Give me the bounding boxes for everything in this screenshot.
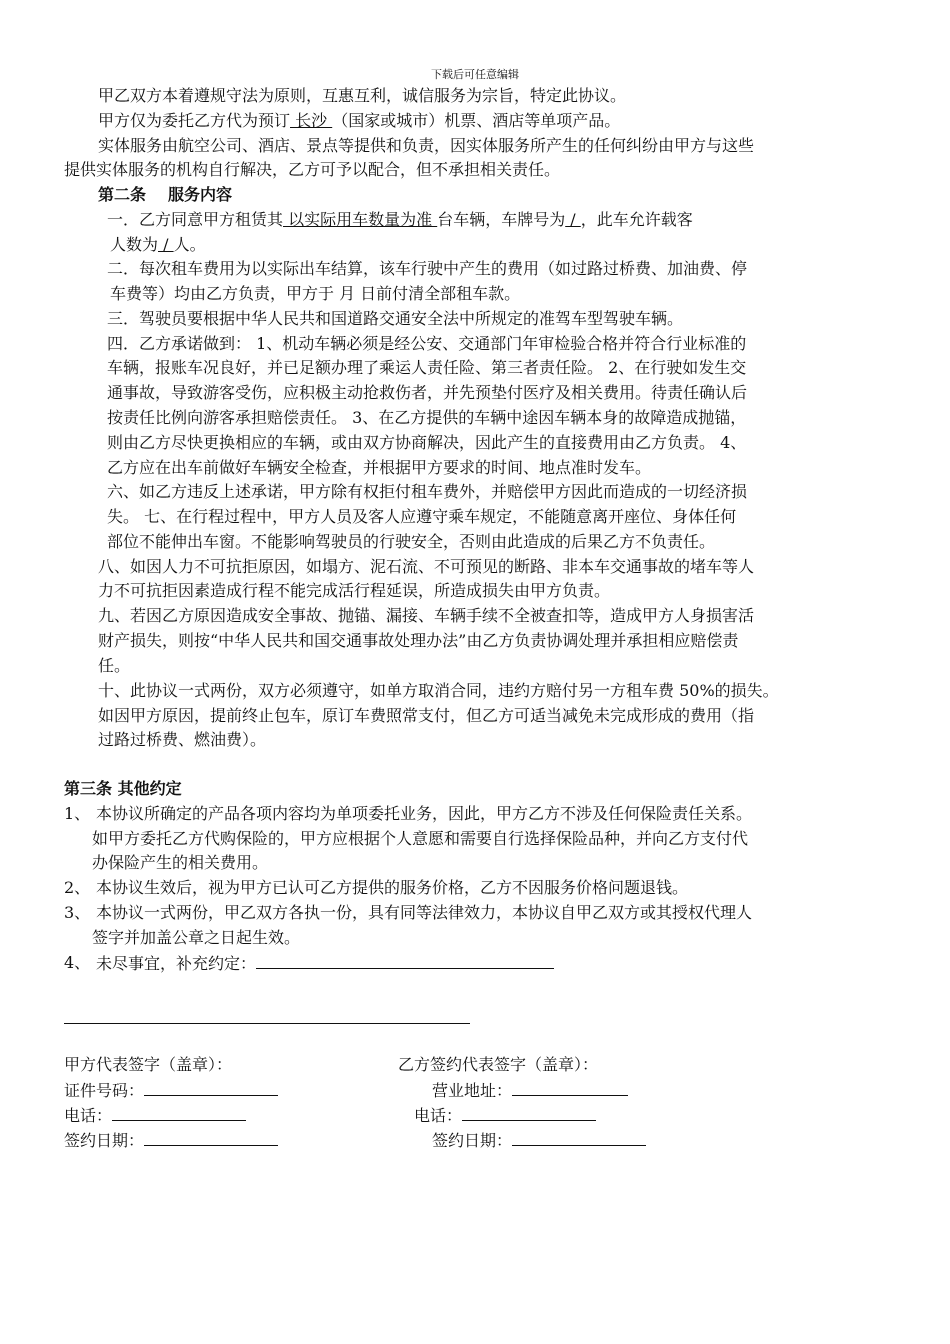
clause-4-line-2: 车辆，报账车况良好，并已足额办理了乘运人责任险、第三者责任险。 2、在行驶如发生交 xyxy=(107,358,747,377)
clause-1-text-h: 人。 xyxy=(173,235,206,254)
destination-city: 长沙 xyxy=(290,111,333,130)
clause-4-line-5: 则由乙方尽快更换相应的车辆，或由双方协商解决，因此产生的直接费用由乙方负责。 4、 xyxy=(107,433,747,452)
clause-2-line-2: 车费等）均由乙方负责，甲方于 月 日前付清全部租车款。 xyxy=(110,284,521,303)
term-1-line-1: 本协议所确定的产品各项内容均为单项委托业务，因此，甲方乙方不涉及任何保险责任关系。 xyxy=(96,804,753,823)
clause-4-line-1: 四．乙方承诺做到： 1、机动车辆必须是经公安、交通部门年审检验合格并符合行业标准的 xyxy=(107,334,747,353)
clause-6-line-2: 失。 七、在行程过程中，甲方人员及客人应遵守乘车规定，不能随意离开座位、身体任何 xyxy=(107,507,737,526)
license-plate: / xyxy=(565,210,581,229)
party-b-address-row xyxy=(432,1079,628,1102)
clause-2-line-1: 二．每次租车费用为以实际出车结算，该车行驶中产生的费用（如过路过桥费、加油费、停 xyxy=(107,259,748,278)
passenger-capacity: / xyxy=(158,235,174,254)
term-4-line-1 xyxy=(96,952,554,975)
article-2-heading: 服务内容 xyxy=(168,185,233,204)
clause-3: 三．驾驶员要根据中华人民共和国道路交通安全法中所规定的准驾车型驾驶车辆。 xyxy=(107,309,684,328)
clause-6-line-3: 部位不能伸出车窗。不能影响驾驶员的行驶安全，否则由此造成的后果乙方不负责任。 xyxy=(107,532,716,551)
term-4-label: 未尽事宜，补充约定： xyxy=(96,954,257,973)
party-a-phone-row xyxy=(64,1104,246,1127)
clause-10-line-1: 十、此协议一式两份，双方必须遵守，如单方取消合同，违约方赔付另一方租车费 50%的损失。 xyxy=(98,681,779,700)
clause-8-line-1: 八、如因人力不可抗拒原因，如塌方、泥石流、不可预见的断路、非本车交通事故的堵车等人 xyxy=(98,557,755,576)
party-b-date-row xyxy=(432,1129,646,1152)
party-b-phone-label: 电话： xyxy=(414,1106,463,1125)
party-b-address-field[interactable] xyxy=(512,1079,628,1096)
intro-paragraph-1: 甲乙双方本着遵规守法为原则，互惠互利，诚信服务为宗旨，特定此协议。 xyxy=(98,86,627,105)
intro-paragraph-3-line-2: 提供实体服务的机构自行解决，乙方可予以配合，但不承担相关责任。 xyxy=(64,160,561,179)
clause-1-text-f: 人数为 xyxy=(110,235,159,254)
party-a-phone-label: 电话： xyxy=(64,1106,113,1125)
intro-paragraph-3-line-1: 实体服务由航空公司、酒店、景点等提供和负责，因实体服务所产生的任何纠纷由甲方与这些 xyxy=(98,136,755,155)
term-2-number: 2、 xyxy=(64,878,91,897)
clause-4-line-3: 通事故，导致游客受伤，应积极主动抢救伤者，并先预垫付医疗及相关费用。待责任确认后 xyxy=(107,383,748,402)
intro-p2-suffix: 机票、酒店等单项产品。 xyxy=(444,111,621,130)
term-3-number: 3、 xyxy=(64,903,91,922)
clause-8-line-2: 力不可抗拒因素造成行程不能完成活行程延误，所造成损失由甲方负责。 xyxy=(98,581,611,600)
party-a-id-row xyxy=(64,1079,278,1102)
term-2-line-1: 本协议生效后，视为甲方已认可乙方提供的服务价格，乙方不因服务价格问题退钱。 xyxy=(96,878,689,897)
supplement-field[interactable] xyxy=(256,952,554,969)
party-b-phone-field[interactable] xyxy=(462,1104,596,1121)
term-3-line-2: 签字并加盖公章之日起生效。 xyxy=(92,928,301,947)
clause-1-text-c: 台车辆，车牌号为 xyxy=(437,210,566,229)
party-a-date-field[interactable] xyxy=(144,1129,278,1146)
vehicle-count: 以实际用车数量为准 xyxy=(283,210,438,229)
article-2-number: 第二条 xyxy=(98,185,147,204)
article-3-title: 第三条 其他约定 xyxy=(64,779,182,798)
term-3-line-1: 本协议一式两份，甲乙双方各执一份，具有同等法律效力，本协议自甲乙双方或其授权代理人 xyxy=(96,903,753,922)
party-b-date-label: 签约日期： xyxy=(432,1131,513,1150)
term-1-line-2: 如甲方委托乙方代购保险的，甲方应根据个人意愿和需要自行选择保险品种，并向乙方支付代 xyxy=(92,829,749,848)
party-b-phone-row xyxy=(414,1104,596,1127)
page-header: 下载后可任意编辑 xyxy=(431,68,519,81)
party-a-id-label: 证件号码： xyxy=(64,1081,145,1100)
term-1-line-3: 办保险产生的相关费用。 xyxy=(92,853,269,872)
intro-p2-prefix: 甲方仅为委托乙方代为预订 xyxy=(98,111,291,130)
article-2-title xyxy=(98,184,232,206)
intro-p2-mid: （国家或城市） xyxy=(332,111,445,130)
clause-10-line-3: 过路过桥费、燃油费）。 xyxy=(98,730,267,749)
clause-1-text-e: ，此车允许载客 xyxy=(580,210,693,229)
party-a-signature-label: 甲方代表签字（盖章）： xyxy=(64,1055,233,1074)
term-4-number: 4、 xyxy=(64,953,91,972)
clause-10-line-2: 如因甲方原因，提前终止包车，原订车费照常支付，但乙方可适当减免未完成形成的费用（指 xyxy=(98,706,755,725)
clause-4-line-4: 按责任比例向游客承担赔偿责任。 3、在乙方提供的车辆中途因车辆本身的故障造成抛锚， xyxy=(107,408,747,427)
party-b-address-label: 营业地址： xyxy=(432,1081,513,1100)
clause-4-line-6: 乙方应在出车前做好车辆安全检查，并根据甲方要求的时间、地点准时发车。 xyxy=(107,458,652,477)
clause-9-line-2: 财产损失，则按“中华人民共和国交通事故处理办法”由乙方负责协调处理并承担相应赔偿责 xyxy=(98,631,739,650)
party-a-date-row xyxy=(64,1129,278,1152)
party-a-date-label: 签约日期： xyxy=(64,1131,145,1150)
clause-6-line-1: 六、如乙方违反上述承诺，甲方除有权拒付租车费外，并赔偿甲方因此而造成的一切经济损 xyxy=(107,482,748,501)
signature-divider xyxy=(64,1023,470,1024)
clause-1-line-1 xyxy=(107,209,693,231)
party-a-phone-field[interactable] xyxy=(112,1104,246,1121)
party-b-date-field[interactable] xyxy=(512,1129,646,1146)
clause-9-line-1: 九、若因乙方原因造成安全事故、抛锚、漏接、车辆手续不全被查扣等，造成甲方人身损害活 xyxy=(98,606,755,625)
party-b-signature-label: 乙方签约代表签字（盖章）： xyxy=(398,1055,599,1074)
intro-paragraph-2 xyxy=(98,110,620,132)
party-a-id-field[interactable] xyxy=(144,1079,278,1096)
clause-1-text-a: 一．乙方同意甲方租赁其 xyxy=(107,210,284,229)
clause-1-line-2 xyxy=(110,234,206,256)
clause-9-line-3: 任。 xyxy=(98,656,131,675)
term-1-number: 1、 xyxy=(64,804,91,823)
